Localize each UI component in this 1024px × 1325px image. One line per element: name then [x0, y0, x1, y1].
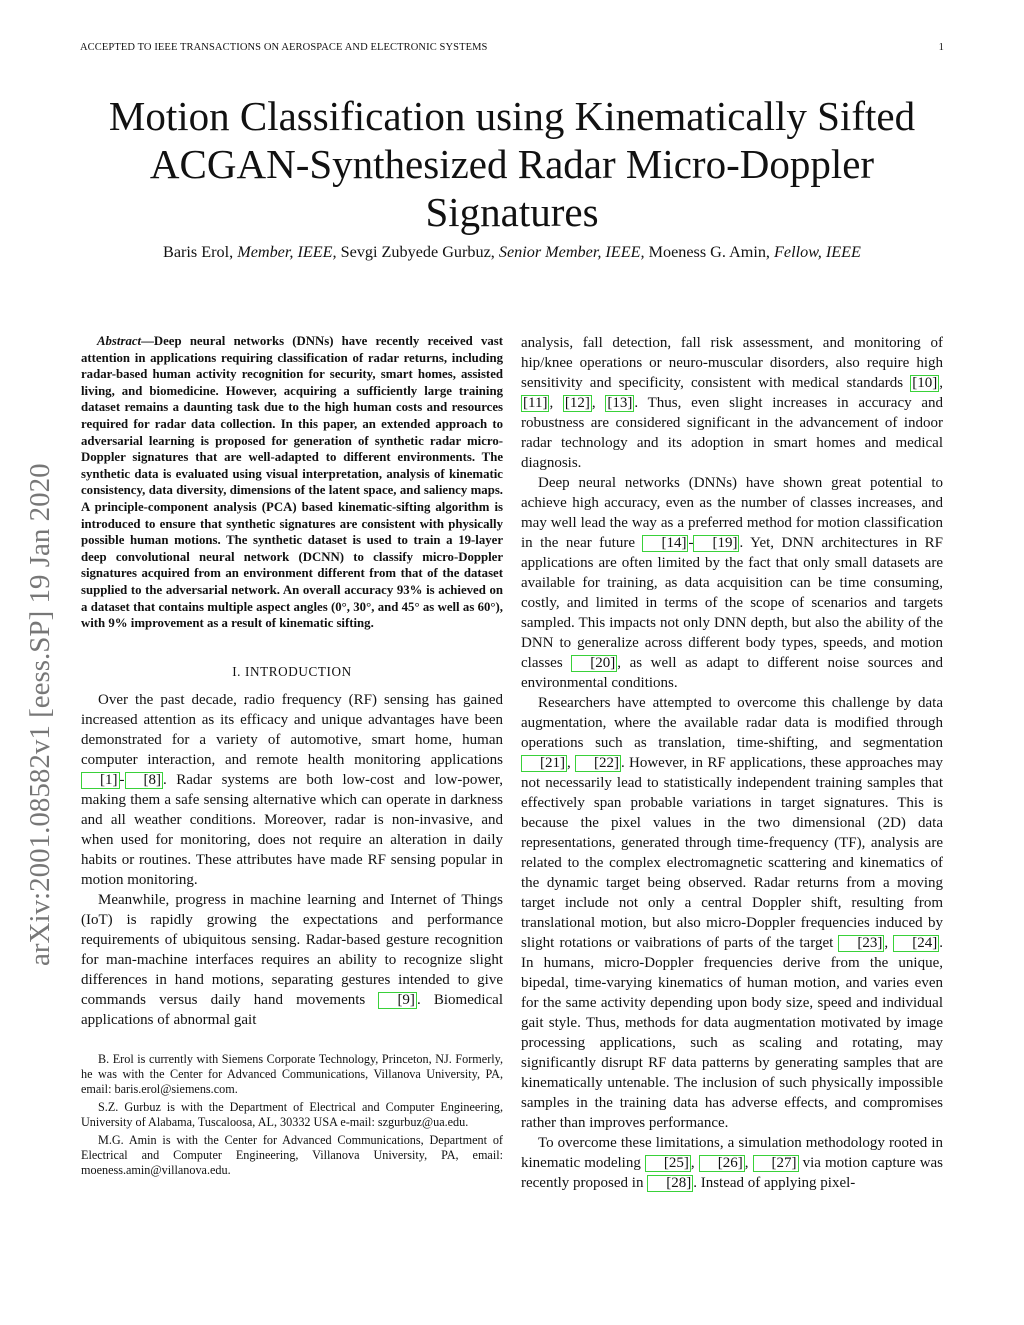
citation-link[interactable]: [19]: [693, 535, 739, 552]
left-column: [81, 333, 503, 1181]
citation-link[interactable]: [21]: [521, 755, 567, 772]
text-run: ,: [567, 755, 576, 771]
text-run: ,: [744, 1155, 753, 1171]
author-1-name: Baris Erol,: [163, 243, 234, 261]
text-run: . Instead of applying pixel-: [693, 1175, 856, 1191]
text-run: ,: [884, 935, 894, 951]
text-run: . Radar systems are both low-cost and low-power, making them a safe sensing alternative which can operate in darkness and all weather conditions. Moreover, radar is non-invasive, and when used for monitoring, does not require an alteration in daily habits or routines. These attributes have made RF sensing popular in motion monitoring.: [81, 771, 503, 888]
text-run: . However, in RF applications, these approaches may not necessarily lead to statistically independent training samples that effectively span probable variations in target signatures. This is because the pixel values in the two dimensional (2D) data representations, generated through time-frequency (TF), analysis are related to the complex electromagnetic scattering and kinematics of the dynamic target being observed. Radar returns from a moving target include not only a central Doppler shift, resulting from translational motion, but also micro-Doppler frequencies induced by slight rotations or vaibrations of parts of the target: [521, 755, 944, 951]
text-run: Meanwhile, progress in machine learning and Internet of Things (IoT) is rapidly growing the expectations and performance requirements of ubiquitous sensing. Radar-based gesture recognition for man-machine interfaces requires an ability to recognize slight differences in hand motions, separating gestures intended to give commands versus daily hand movements: [81, 891, 503, 1008]
abstract-lead: Abstract: [97, 334, 142, 348]
citation-link[interactable]: [28]: [647, 1175, 693, 1192]
title-line-3: Signatures: [425, 189, 599, 235]
page-number: 1: [938, 42, 944, 53]
text-run: ,: [549, 395, 563, 411]
author-1-role: Member, IEEE,: [237, 243, 337, 261]
right-paragraph-4: [521, 1133, 943, 1193]
right-paragraph-2: [521, 473, 943, 693]
text-run: -: [688, 535, 694, 551]
text-run: Over the past decade, radio frequency (RF) sensing has gained increased attention as its efficacy and unique advantages have been demonstrated for a variety of automotive, smart home, human computer interaction, and remote health monitoring applications: [81, 691, 503, 768]
intro-paragraph-1: [81, 690, 503, 890]
intro-paragraph-2: [81, 890, 503, 1030]
text-run: . Biomedical applications of abnormal gait: [81, 991, 503, 1028]
citation-link[interactable]: [20]: [571, 655, 617, 672]
text-run: Deep neural networks (DNNs) have shown great potential to achieve high accuracy, even as the number of classes increases, and may well lead the way as a preferred method for motion classification in the near future: [521, 475, 943, 551]
running-title: ACCEPTED TO IEEE TRANSACTIONS ON AEROSPACE AND ELECTRONIC SYSTEMS: [80, 42, 488, 53]
text-run: ,: [591, 395, 606, 411]
citation-link[interactable]: [8]: [125, 772, 164, 789]
author-2-name: Sevgi Zubyede Gurbuz,: [340, 243, 495, 261]
section-heading-introduction: I. INTRODUCTION: [232, 663, 352, 679]
citation-link[interactable]: [27]: [753, 1155, 799, 1172]
citation-link[interactable]: [11]: [523, 395, 548, 411]
arxiv-stamp: arXiv:2001.08582v1 [eess.SP] 19 Jan 2020: [24, 463, 56, 966]
text-run: . Thus, even slight increases in accuracy and robustness are considered significant in the advancement of indoor radar technology and its adoption in smart homes and medical diagnosis.: [521, 395, 943, 471]
citation-link[interactable]: [14]: [642, 535, 688, 552]
text-run: ,: [939, 375, 943, 391]
citation-link[interactable]: [9]: [378, 992, 417, 1009]
running-header: [80, 42, 944, 53]
paper-title: [60, 92, 964, 236]
text-run: To overcome these limitations, a simulation methodology rooted in kinematic modeling: [521, 1135, 943, 1171]
text-run: analysis, fall detection, fall risk assessment, and monitoring of hip/knee operations or neuro-muscular disorders, also require high sensitivity and specificity, consistent with medical standards: [521, 335, 943, 391]
citation-link[interactable]: [25]: [645, 1155, 691, 1172]
text-run: . In humans, micro-Doppler frequencies derive from the unique, bipedal, time-varying kinematics of human motion, and varies even for the same activity depending upon body size, speed and individual gait style. Thus, methods for data augmentation motivated by image processing applications, such as scaling and rotating, may significantly disrupt RF data patterns by generating samples that are kinematically untenable. The inclusion of such physically impossible samples in the training data has adverse effects, and compromises rather than improves performance.: [521, 935, 944, 1131]
right-paragraph-3: [521, 693, 943, 1133]
right-column: [521, 333, 943, 1193]
citation-link[interactable]: [12]: [564, 395, 590, 411]
text-run: , as well as adapt to different noise sources and environmental conditions.: [521, 655, 943, 691]
citation-link[interactable]: [1]: [81, 772, 120, 789]
author-3-name: Moeness G. Amin,: [648, 243, 770, 261]
footnotes: [81, 1052, 503, 1178]
text-run: -: [119, 771, 125, 788]
footnote-erol: B. Erol is currently with Siemens Corporate Technology, Princeton, NJ. Formerly, he was with the Center for Advanced Communications, Villanova University, PA, email: baris.erol@siemens.com.: [81, 1051, 503, 1096]
title-line-1: Motion Classification using Kinematically Sifted: [108, 93, 916, 139]
citation-link[interactable]: [23]: [838, 935, 884, 952]
text-run: via motion capture was recently proposed in: [521, 1155, 944, 1191]
title-line-2: ACGAN-Synthesized Radar Micro-Doppler: [149, 141, 875, 187]
text-run: . Yet, DNN architectures in RF applications are often limited by the fact that only small datasets are available for training, as data acquisition can be time consuming, costly, and limited in terms of the scope of scenarios and targets sampled. This impacts not only DNN depth, but also the ability of the DNN to generalize across different body types, speeds, and motion classes: [521, 535, 943, 671]
abstract-text: —Deep neural networks (DNNs) have recently received vast attention in applications requiring classification of radar returns, including radar-based human activity recognition for security, smart homes, assisted living, and biomedicine. However, acquiring a sufficiently large training dataset remains a daunting task due to the high human costs and resources required for radar data collection. In this paper, an extended approach to adversarial learning is proposed for generation of synthetic radar micro-Doppler signatures that are well-adapted to different environments. The synthetic data is evaluated using visual interpretation, analysis of kinematic consistency, data diversity, dimensions of the latent space, and saliency maps. A principle-component analysis (PCA) based kinematic-sifting algorithm is introduced to ensure that synthetic signatures are consistent with physically possible human motions. The synthetic dataset is used to train a 19-layer deep convolutional neural network (DCNN) to classify micro-Doppler signatures acquired from an environment different from that of the dataset supplied to the adversarial network. An overall accuracy 93% is achieved on a dataset that contains multiple aspect angles (0°, 30°, and 45° as well as 60°), with 9% improvement as a result of kinematic sifting.: [81, 334, 503, 631]
citation-link[interactable]: [22]: [575, 755, 621, 772]
footnote-amin: M.G. Amin is with the Center for Advanced Communications, Department of Electrical and Computer Engineering, Villanova University, PA, email: moeness.amin@villanova.edu.: [81, 1132, 503, 1177]
footnote-gurbuz: S.Z. Gurbuz is with the Department of Electrical and Computer Engineering, University of Alabama, Tuscaloosa, AL, 30332 USA e-mail: szgurbuz@ua.edu.: [81, 1099, 503, 1129]
author-3-role: Fellow, IEEE: [774, 243, 861, 261]
abstract: [81, 333, 503, 632]
citation-link[interactable]: [13]: [607, 395, 633, 411]
citation-link[interactable]: [10]: [912, 375, 938, 391]
text-run: Researchers have attempted to overcome this challenge by data augmentation, where the available radar data is modified through operations such as translation, time-shifting, and segmentation: [521, 695, 943, 751]
citation-link[interactable]: [26]: [699, 1155, 745, 1172]
author-2-role: Senior Member, IEEE,: [498, 243, 645, 261]
right-paragraph-1: [521, 333, 943, 473]
text-run: ,: [690, 1155, 699, 1171]
citation-link[interactable]: [24]: [893, 935, 939, 952]
author-line: [40, 243, 984, 262]
